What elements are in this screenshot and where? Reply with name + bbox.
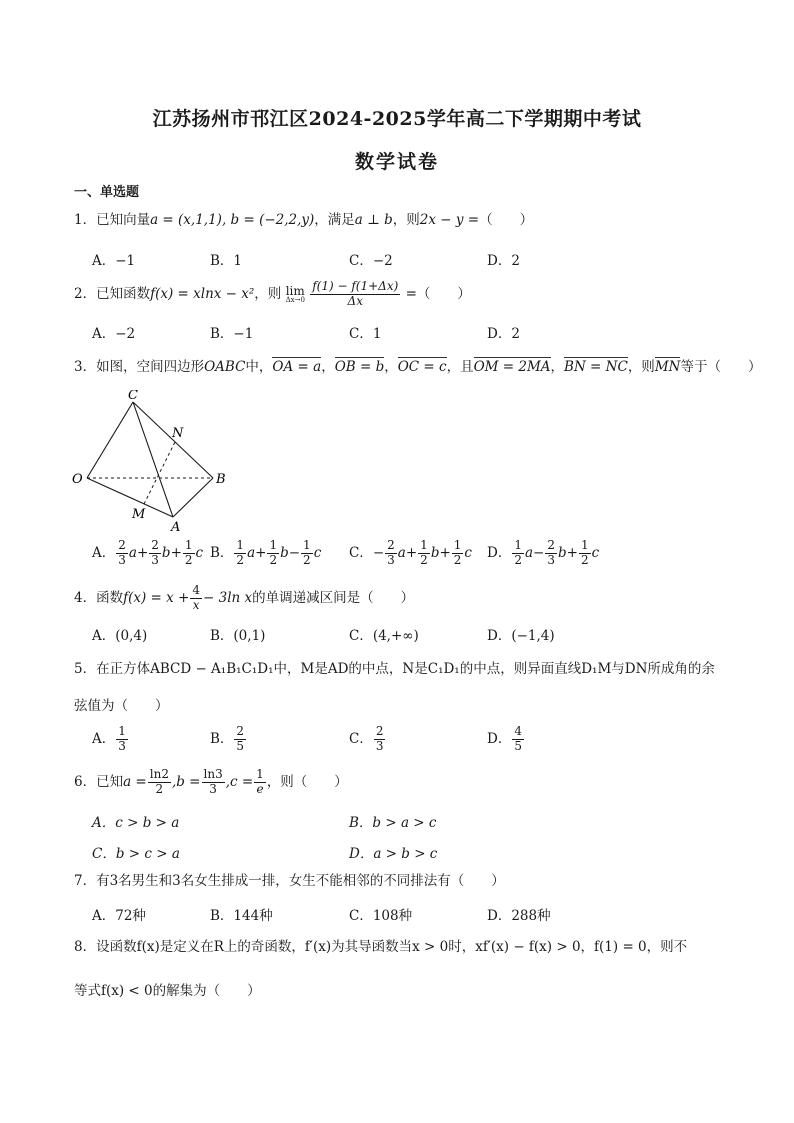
question-4: [74, 584, 414, 613]
q3-b-c2n: 1: [269, 538, 278, 552]
q5-option-b[interactable]: [210, 725, 247, 754]
q3-vec-ob: OB = b: [334, 359, 385, 375]
q3-c-c1d: 3: [387, 552, 395, 567]
q2-option-d[interactable]: D．2: [487, 326, 520, 342]
q4-frac-num: 4: [192, 583, 200, 597]
q6-c-num: 1: [256, 767, 264, 781]
q3-b-letter: B．: [210, 544, 234, 561]
q2-prefix: 2．已知函数: [74, 285, 151, 302]
question-8-line-2: 等式f(x) < 0的解集为（ ）: [74, 983, 261, 999]
q5-c-num: 2: [375, 724, 384, 738]
q3-d-c3d: 2: [580, 552, 589, 567]
q3-c-sign1: −: [372, 544, 385, 561]
q5-d-den: 5: [514, 738, 522, 753]
q3-d-c2n: 2: [547, 538, 555, 552]
q3-c-c2n: 1: [420, 538, 428, 552]
q6-b-eq: ,b =: [171, 773, 201, 790]
q2-option-a[interactable]: A．−2: [92, 326, 136, 342]
q1-option-a[interactable]: A．−1: [92, 253, 136, 269]
q3-d-c1d: 2: [514, 552, 522, 567]
exam-subtitle: 数学试卷: [354, 151, 439, 173]
q3-a-sign3: +: [170, 544, 182, 561]
q4-func-start: f(x) = x +: [123, 589, 190, 606]
q5-a-den: 3: [118, 738, 126, 753]
tetrahedron-figure: [70, 390, 240, 535]
question-8-line-1: 8．设函数f(x)是定义在R上的奇函数，f′(x)为其导函数当x > 0时，xf′(x) − f(x) > 0，f(1) = 0，则不: [74, 939, 688, 955]
q1-condition: a ⊥ b: [354, 212, 393, 228]
q6-prefix: 6．已知: [74, 773, 124, 790]
q3-d-c2d: 3: [547, 552, 555, 567]
edge-ab: [173, 478, 213, 517]
q4-tail: 的单调递减区间是（ ）: [252, 589, 415, 606]
q7-option-b[interactable]: B．144种: [210, 908, 273, 924]
q3-d-c3n: 1: [580, 538, 589, 552]
q3-b-c2d: 2: [269, 552, 278, 567]
q3-sep3: ，: [550, 359, 565, 375]
q2-option-b[interactable]: B．−1: [210, 326, 254, 342]
question-5-line-2: 弦值为（ ）: [74, 698, 169, 714]
q3-sep2: ，: [384, 359, 398, 375]
q6-a-eq: a =: [123, 773, 147, 790]
q3-c-sign2: +: [405, 544, 418, 561]
question-5-line-1: 5．在正方体ABCD − A₁B₁C₁D₁中，M是AD的中点，N是C₁D₁的中点，则异面直线D₁M与DN所成角的余: [74, 661, 715, 677]
q6-a-den: 2: [155, 781, 164, 796]
label-c: C: [128, 390, 138, 403]
q2-fraction: [310, 280, 400, 309]
q3-c-c3n: 1: [453, 538, 462, 552]
section-heading: 一、单选题: [74, 185, 140, 200]
q6-tail: ，则（ ）: [266, 773, 348, 790]
q3-d-sign3: +: [566, 544, 578, 561]
q2-numerator: f(1) − f(1+Δx): [312, 279, 399, 293]
q3-mid3: ，则: [627, 359, 655, 375]
q2-lim-sub: Δx→0: [285, 295, 305, 304]
label-m: M: [132, 507, 146, 522]
q3-mid2: ，且: [446, 359, 474, 375]
q3-a-sign2: +: [136, 544, 149, 561]
q3-c-sign3: +: [439, 544, 451, 561]
q3-a-c1d: 3: [118, 552, 126, 567]
q1-ask: 2x − y =: [419, 212, 480, 228]
q6-b-num: ln3: [203, 767, 223, 781]
edge-oa: [87, 478, 173, 517]
q3-option-d[interactable]: D． $\frac{1}{2}$ a− $\frac{2}{3}$ b+ $\frac{1}{2}$ c: [487, 538, 600, 567]
q5-a-letter: A．: [92, 730, 116, 747]
q1-tail: ，则: [392, 212, 420, 228]
q3-vec-mn: MN: [654, 359, 681, 375]
q3-vec-om: OM = 2MA: [473, 359, 551, 375]
q5-a-num: 1: [118, 724, 126, 738]
q3-mid1: 中，: [245, 359, 273, 375]
q2-limit: [286, 285, 305, 304]
q1-mid: ，满足: [314, 212, 355, 228]
q4-option-b[interactable]: B．(0,1): [210, 628, 266, 644]
q3-c-letter: C．: [349, 544, 373, 561]
question-6: [74, 768, 348, 797]
q3-c-c3d: 2: [453, 552, 462, 567]
q1-option-b[interactable]: B．1: [210, 253, 243, 269]
q3-a-c2n: 2: [151, 538, 159, 552]
q5-d-letter: D．: [487, 730, 512, 747]
q4-frac-den: x: [192, 597, 200, 612]
label-a: A: [171, 520, 181, 535]
q5-b-letter: B．: [210, 730, 234, 747]
edge-ca: [133, 402, 173, 517]
q3-b-c1n: 1: [236, 538, 245, 552]
q3-vec-oc: OC = c: [397, 359, 447, 375]
q1-prefix: 1．已知向量: [74, 212, 151, 228]
q6-option-b[interactable]: B．b > a > c: [349, 815, 437, 831]
q6-option-d[interactable]: D．a > b > c: [349, 846, 438, 862]
q6-b-den: 3: [209, 781, 217, 796]
q5-option-a[interactable]: [92, 725, 129, 754]
q4-option-c[interactable]: C．(4,+∞): [349, 628, 419, 644]
q3-shape: OABC: [204, 359, 246, 375]
q5-d-num: 4: [514, 724, 522, 738]
q3-option-b[interactable]: B． $\frac{1}{2}$ a+ $\frac{1}{2}$ b− $\frac{1}{2}$ c: [210, 538, 322, 567]
question-2: [74, 280, 471, 309]
q3-b-c3d: 2: [303, 552, 311, 567]
q5-b-den: 5: [236, 738, 245, 753]
q2-option-c[interactable]: C．1: [349, 326, 382, 342]
q6-c-den: e: [256, 781, 264, 796]
q3-d-c1n: 1: [514, 538, 522, 552]
q4-option-d[interactable]: D．(−1,4): [487, 628, 555, 644]
q7-option-d[interactable]: D．288种: [487, 908, 551, 924]
q3-vec-bn: BN = NC: [564, 359, 628, 375]
q6-c-eq: ,c =: [225, 773, 254, 790]
q3-a-c2d: 3: [151, 552, 159, 567]
q3-sep1: ，: [321, 359, 335, 375]
q5-option-d[interactable]: [487, 725, 525, 754]
segment-mn-dashed: [144, 440, 176, 504]
q5-c-letter: C．: [349, 730, 373, 747]
q3-vec-oa: OA = a: [272, 359, 322, 375]
q6-option-a[interactable]: A．c > b > a: [92, 815, 180, 831]
q3-a-letter: A．: [92, 544, 116, 561]
question-7: 7．有3名男生和3名女生排成一排，女生不能相邻的不同排法有（ ）: [74, 873, 505, 889]
q3-b-sign2: +: [255, 544, 267, 561]
q3-b-sign3: −: [288, 544, 301, 561]
q3-a-c1n: 2: [118, 538, 126, 552]
question-1: [74, 212, 533, 230]
edge-oc: [87, 402, 133, 478]
q6-a-num: ln2: [149, 767, 169, 781]
q7-option-c[interactable]: C．108种: [349, 908, 413, 924]
q2-function: f(x) = xlnx − x²: [150, 285, 255, 302]
q3-a-c3d: 2: [184, 552, 193, 567]
q3-c-c1n: 2: [387, 538, 395, 552]
q3-b-c1d: 2: [236, 552, 245, 567]
q6-option-c[interactable]: C．b > c > a: [92, 846, 180, 862]
q3-b-c3n: 1: [303, 538, 311, 552]
label-n: N: [172, 426, 184, 441]
exam-title: 江苏扬州市邗江区2024-2025学年高二下学期期中考试: [152, 108, 642, 130]
q5-b-num: 2: [236, 724, 245, 738]
q5-c-den: 3: [375, 738, 384, 753]
q4-prefix: 4．函数: [74, 589, 124, 606]
q7-option-a[interactable]: A．72种: [92, 908, 146, 924]
q2-tail: =（ ）: [405, 285, 471, 302]
q1-option-c[interactable]: C．−2: [349, 253, 393, 269]
q3-option-a[interactable]: A． $\frac{2}{3}$ a+ $\frac{2}{3}$ b+ $\frac{1}{2}$ c: [92, 538, 204, 567]
q2-mid: ，则: [254, 285, 282, 302]
q3-c-c2d: 2: [420, 552, 428, 567]
label-o: O: [72, 472, 83, 487]
q3-d-sign2: −: [533, 544, 545, 561]
q1-paren: （ ）: [479, 212, 534, 228]
q3-tail: 等于（ ）: [680, 359, 762, 375]
q3-option-c[interactable]: C．− $\frac{2}{3}$ a+ $\frac{1}{2}$ b+ $\frac{1}{2}$ c: [349, 538, 472, 567]
q3-d-letter: D．: [487, 544, 512, 561]
question-3: [74, 359, 761, 377]
q3-a-c3n: 1: [184, 538, 193, 552]
q3-prefix: 3．如图，空间四边形: [74, 359, 205, 375]
q1-vectors: a = (x,1,1), b = (−2,2,y): [150, 212, 315, 228]
q5-option-c[interactable]: [349, 725, 386, 754]
q1-option-d[interactable]: D．2: [487, 253, 520, 269]
q4-option-a[interactable]: A．(0,4): [92, 628, 148, 644]
label-b: B: [216, 472, 226, 487]
q2-denominator: Δx: [347, 293, 363, 308]
q2-lim-word: lim: [285, 283, 305, 298]
q4-func-end: − 3ln x: [203, 589, 253, 606]
